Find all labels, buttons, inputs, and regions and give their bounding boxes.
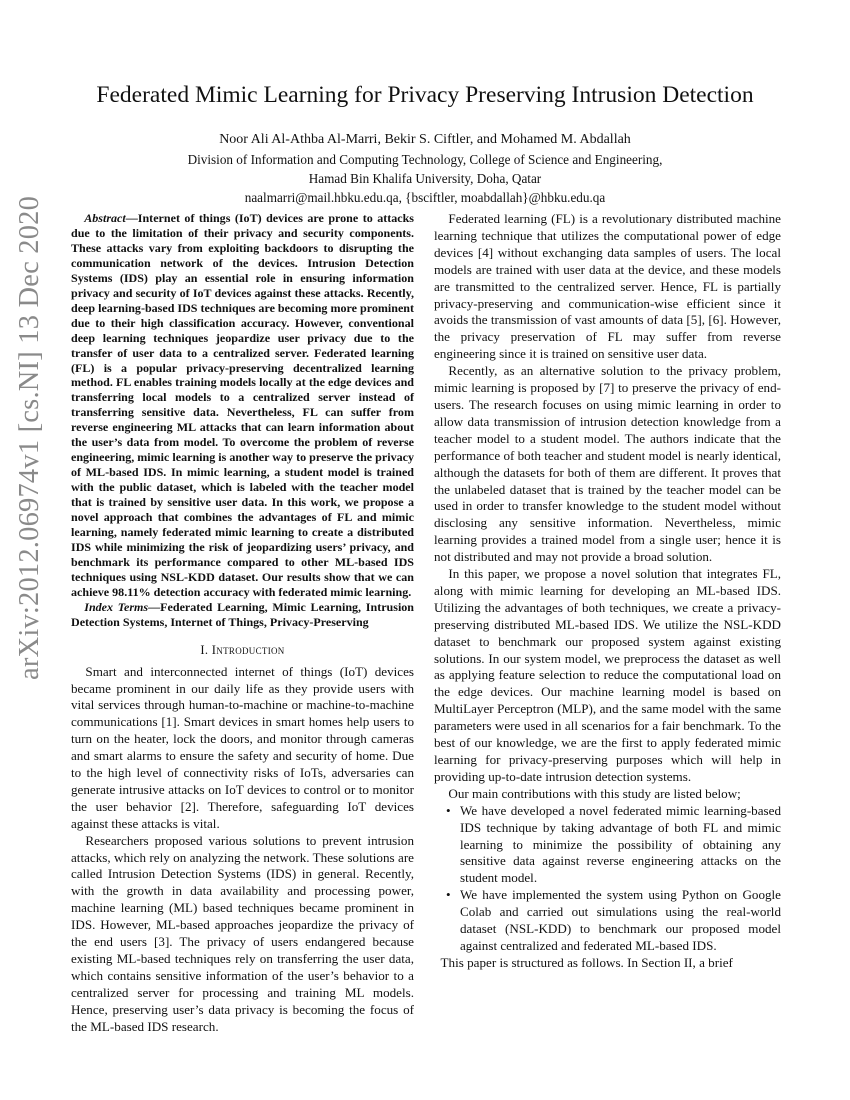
left-column xyxy=(71,211,414,1036)
body-paragraph: Our main contributions with this study are listed below; xyxy=(448,785,741,801)
affiliation-line: Division of Information and Computing Technology, College of Science and Engineering, xyxy=(187,152,663,167)
section-title: Introduction xyxy=(211,642,285,657)
body-paragraph: Federated learning (FL) is a revolutionary distributed machine learning technique that utilizes the computational power of edge devices [4] without exchanging data samples of users. The local models are trained with user data at the device, and these models are transmitted to the centralized server. Hence, FL is partially privacy-preserving and communication-wise efficient since it avoids the transmission of vast amounts of data [5], [6]. However, the privacy preservation of FL may suffer from reverse engineering since it is trained on sensitive user data. xyxy=(434,211,781,362)
body-paragraph: Researchers proposed various solutions to prevent intrusion attacks, which rely on analyzing the network. These solutions are called Intrusion Detection Systems (IDS) in general. Recently, with the growth in data availability and processing power, machine learning (ML) based techniques became prominent in IDS. However, ML-based approaches jeopardize the privacy of the end users [3]. The privacy of users endangered because existing ML-based techniques rely on transferring the user data, which contains sensitive information of the user’s behavior to a centralized server for processing and training ML models. Hence, preserving user’s data privacy is becoming the focus of the ML-based IDS research. xyxy=(71,832,414,1034)
index-terms-label: Index Terms xyxy=(84,599,149,614)
section-number: I. xyxy=(200,642,212,657)
section-heading-introduction xyxy=(71,642,414,659)
right-column xyxy=(434,211,781,972)
list-item-text: We have developed a novel federated mimic learning-based IDS technique by taking advantage of both FL and mimic learning to minimize the possibility of obtaining any sensitive data against reverse engineering attacks on the student model. xyxy=(460,802,781,886)
index-terms xyxy=(71,600,414,630)
body-paragraph: Recently, as an alternative solution to the privacy problem, mimic learning is proposed by [7] to preserve the privacy of end-users. The research focuses on using mimic learning in order to allow data transmission of intrusion detection knowledge from a teacher model to a student model. The authors indicate that the performance of both teacher and student model is nearly identical, although the datasets for both of them are different. It proves that the unlabeled dataset that is trained by the teacher model can be used in order to transfer knowledge to the student model without disclosing any sensitive information. Nevertheless, mimic learning provides a trained model from a single user; hence it is not distributed and may not provide a broad solution. xyxy=(434,363,781,565)
author-block xyxy=(110,130,740,207)
body-paragraph: This paper is structured as follows. In Section II, a brief xyxy=(440,954,733,970)
bullet-icon: • xyxy=(446,802,451,818)
contributions-list xyxy=(434,803,781,955)
author-emails: naalmarri@mail.hbku.edu.qa, {bsciftler, moabdallah}@hbku.edu.qa xyxy=(244,190,606,205)
list-item-text: We have implemented the system using Python on Google Colab and carried out simulations using the real-world dataset (NSL-KDD) to benchmark our proposed model against centralized and federated ML-based IDS. xyxy=(460,887,781,953)
abstract xyxy=(71,211,414,600)
bullet-icon: • xyxy=(446,887,451,903)
arxiv-identifier-stamp: arXiv:2012.06974v1 [cs.NI] 13 Dec 2020 xyxy=(14,195,45,680)
list-item xyxy=(434,887,781,955)
body-paragraph: Smart and interconnected internet of things (IoT) devices became prominent in our daily life as they provide users with vital services through human-to-machine or machine-to-machine communications [1]. Smart devices in smart homes help users to turn on the heater, lock the doors, and monitor through cameras and smart alarms to ensure the safety and security of home. Due to the high level of connectivity risks of IoTs, adversaries can generate intrusive attacks on IoT devices to control or to monitor the user behavior [2]. Therefore, safeguarding IoT devices against these attacks is vital. xyxy=(71,663,414,831)
affiliation-line: Hamad Bin Khalifa University, Doha, Qatar xyxy=(308,171,542,186)
list-item xyxy=(434,803,781,888)
abstract-text: —Internet of things (IoT) devices are prone to attacks due to the limitation of their privacy and security components. These attacks vary from exploiting backdoors to disrupting the communication network of the devices. Intrusion Detection Systems (IDS) play an essential role in ensuring information privacy and security of IoT devices against these attacks. Recently, deep learning-based IDS techniques are becoming more prominent due to their high classification accuracy. However, conventional deep learning techniques jeopardize user privacy due to the transfer of user data to a centralized server. Federated learning (FL) is a popular privacy-preserving decentralized learning method. FL enables training models locally at the edge devices and transferring local models to a centralized server instead of transferring sensitive data. Nevertheless, FL can suffer from reverse engineering ML attacks that can learn information about the user’s data from model. To overcome the problem of reverse engineering, mimic learning is another way to preserve the privacy of ML-based IDS. In mimic learning, a student model is trained with the public dataset, which is labeled with the teacher model that is trained by sensitive user data. In this work, we propose a novel approach that combines the advantages of FL and mimic learning, namely federated mimic learning to create a distributed IDS while minimizing the risk of jeopardizing users’ privacy, and benchmark its performance compared to other ML-based IDS techniques using NSL-KDD dataset. Our results show that we can achieve 98.11% detection accuracy with federated mimic learning. xyxy=(71,211,415,599)
body-paragraph: In this paper, we propose a novel solution that integrates FL, along with mimic learning for developing an ML-based IDS. Utilizing the advantages of both techniques, we create a privacy-preserving distributed ML-based IDS. We utilize the NSL-KDD dataset to benchmark our proposed system against existing solutions. In our system model, we preprocess the dataset as well as applying feature selection to reduce the computational load on the edge devices. Our machine learning model is based on MultiLayer Perceptron (MLP), and the same model with the same parameters were used in all scenarios for a fair benchmark. To the best of our knowledge, we are the first to apply federated mimic learning for privacy-preserving purposes which will help in providing up-to-date intrusion detection systems. xyxy=(434,566,781,784)
author-names: Noor Ali Al-Athba Al-Marri, Bekir S. Ciftler, and Mohamed M. Abdallah xyxy=(219,132,631,147)
paper-title: Federated Mimic Learning for Privacy Preserving Intrusion Detection xyxy=(96,82,754,108)
abstract-label: Abstract xyxy=(84,211,126,225)
index-terms-text: —Federated Learning, Mimic Learning, Intrusion Detection Systems, Internet of Things, Privacy-Preserving xyxy=(71,599,415,629)
